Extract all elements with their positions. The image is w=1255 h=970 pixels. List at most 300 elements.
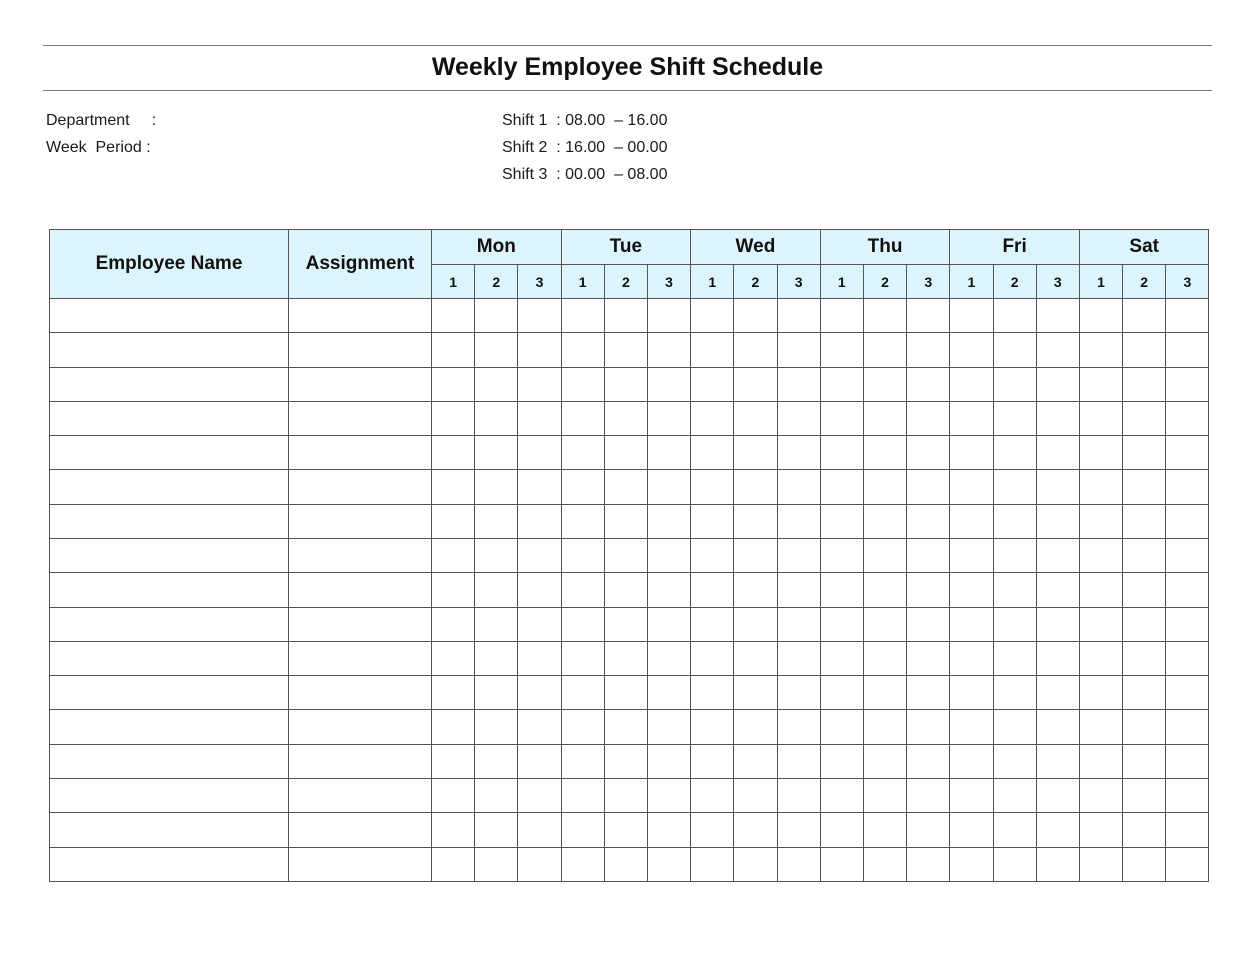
shift-cell[interactable] — [1123, 299, 1166, 333]
shift-cell[interactable] — [561, 436, 604, 470]
shift-cell[interactable] — [1123, 401, 1166, 435]
shift-cell[interactable] — [475, 641, 518, 675]
shift-cell[interactable] — [907, 538, 950, 572]
shift-cell[interactable] — [561, 299, 604, 333]
shift-cell[interactable] — [475, 401, 518, 435]
employee-name-cell[interactable] — [50, 778, 289, 812]
shift-cell[interactable] — [863, 401, 906, 435]
shift-cell[interactable] — [1166, 710, 1209, 744]
shift-cell[interactable] — [475, 367, 518, 401]
shift-cell[interactable] — [691, 607, 734, 641]
shift-cell[interactable] — [734, 401, 777, 435]
shift-cell[interactable] — [820, 470, 863, 504]
shift-cell[interactable] — [561, 676, 604, 710]
shift-cell[interactable] — [475, 470, 518, 504]
shift-cell[interactable] — [863, 367, 906, 401]
shift-cell[interactable] — [820, 676, 863, 710]
shift-cell[interactable] — [907, 641, 950, 675]
assignment-cell[interactable] — [289, 333, 432, 367]
assignment-cell[interactable] — [289, 813, 432, 847]
shift-cell[interactable] — [432, 470, 475, 504]
shift-cell[interactable] — [647, 367, 690, 401]
shift-cell[interactable] — [561, 710, 604, 744]
shift-cell[interactable] — [1166, 813, 1209, 847]
shift-cell[interactable] — [1166, 538, 1209, 572]
shift-cell[interactable] — [1079, 847, 1122, 882]
shift-cell[interactable] — [691, 538, 734, 572]
shift-cell[interactable] — [777, 778, 820, 812]
shift-cell[interactable] — [518, 778, 561, 812]
shift-cell[interactable] — [1036, 401, 1079, 435]
shift-cell[interactable] — [691, 676, 734, 710]
shift-cell[interactable] — [691, 299, 734, 333]
shift-cell[interactable] — [950, 333, 993, 367]
shift-cell[interactable] — [1079, 710, 1122, 744]
shift-cell[interactable] — [1036, 778, 1079, 812]
shift-cell[interactable] — [907, 813, 950, 847]
shift-cell[interactable] — [604, 504, 647, 538]
employee-name-cell[interactable] — [50, 367, 289, 401]
shift-cell[interactable] — [432, 676, 475, 710]
shift-cell[interactable] — [1123, 641, 1166, 675]
shift-cell[interactable] — [907, 504, 950, 538]
shift-cell[interactable] — [1123, 847, 1166, 882]
employee-name-cell[interactable] — [50, 538, 289, 572]
shift-cell[interactable] — [907, 607, 950, 641]
shift-cell[interactable] — [1166, 436, 1209, 470]
employee-name-cell[interactable] — [50, 573, 289, 607]
shift-cell[interactable] — [1036, 710, 1079, 744]
shift-cell[interactable] — [432, 299, 475, 333]
shift-cell[interactable] — [993, 333, 1036, 367]
shift-cell[interactable] — [1079, 573, 1122, 607]
shift-cell[interactable] — [1123, 333, 1166, 367]
shift-cell[interactable] — [647, 778, 690, 812]
shift-cell[interactable] — [647, 676, 690, 710]
shift-cell[interactable] — [647, 470, 690, 504]
shift-cell[interactable] — [1166, 299, 1209, 333]
shift-cell[interactable] — [518, 333, 561, 367]
employee-name-cell[interactable] — [50, 436, 289, 470]
shift-cell[interactable] — [475, 436, 518, 470]
shift-cell[interactable] — [647, 710, 690, 744]
shift-cell[interactable] — [518, 641, 561, 675]
shift-cell[interactable] — [1123, 813, 1166, 847]
shift-cell[interactable] — [950, 607, 993, 641]
shift-cell[interactable] — [1166, 676, 1209, 710]
assignment-cell[interactable] — [289, 607, 432, 641]
shift-cell[interactable] — [1036, 607, 1079, 641]
shift-cell[interactable] — [863, 710, 906, 744]
shift-cell[interactable] — [1079, 401, 1122, 435]
shift-cell[interactable] — [950, 641, 993, 675]
shift-cell[interactable] — [604, 813, 647, 847]
shift-cell[interactable] — [691, 367, 734, 401]
shift-cell[interactable] — [777, 676, 820, 710]
shift-cell[interactable] — [604, 676, 647, 710]
assignment-cell[interactable] — [289, 778, 432, 812]
shift-cell[interactable] — [1079, 813, 1122, 847]
shift-cell[interactable] — [518, 676, 561, 710]
shift-cell[interactable] — [518, 504, 561, 538]
shift-cell[interactable] — [863, 333, 906, 367]
assignment-cell[interactable] — [289, 299, 432, 333]
shift-cell[interactable] — [734, 847, 777, 882]
shift-cell[interactable] — [1079, 504, 1122, 538]
shift-cell[interactable] — [691, 436, 734, 470]
shift-cell[interactable] — [691, 710, 734, 744]
shift-cell[interactable] — [950, 538, 993, 572]
shift-cell[interactable] — [647, 299, 690, 333]
shift-cell[interactable] — [432, 504, 475, 538]
shift-cell[interactable] — [561, 813, 604, 847]
assignment-cell[interactable] — [289, 401, 432, 435]
shift-cell[interactable] — [907, 367, 950, 401]
shift-cell[interactable] — [777, 401, 820, 435]
shift-cell[interactable] — [734, 367, 777, 401]
shift-cell[interactable] — [432, 401, 475, 435]
shift-cell[interactable] — [863, 504, 906, 538]
shift-cell[interactable] — [1123, 676, 1166, 710]
shift-cell[interactable] — [518, 401, 561, 435]
shift-cell[interactable] — [950, 470, 993, 504]
shift-cell[interactable] — [907, 436, 950, 470]
employee-name-cell[interactable] — [50, 676, 289, 710]
shift-cell[interactable] — [475, 847, 518, 882]
shift-cell[interactable] — [1166, 778, 1209, 812]
assignment-cell[interactable] — [289, 744, 432, 778]
shift-cell[interactable] — [604, 847, 647, 882]
shift-cell[interactable] — [604, 367, 647, 401]
assignment-cell[interactable] — [289, 573, 432, 607]
shift-cell[interactable] — [1123, 367, 1166, 401]
shift-cell[interactable] — [475, 504, 518, 538]
shift-cell[interactable] — [734, 470, 777, 504]
shift-cell[interactable] — [432, 367, 475, 401]
shift-cell[interactable] — [777, 436, 820, 470]
shift-cell[interactable] — [1036, 573, 1079, 607]
shift-cell[interactable] — [1166, 744, 1209, 778]
shift-cell[interactable] — [604, 436, 647, 470]
shift-cell[interactable] — [777, 367, 820, 401]
shift-cell[interactable] — [604, 538, 647, 572]
shift-cell[interactable] — [993, 299, 1036, 333]
shift-cell[interactable] — [1036, 676, 1079, 710]
shift-cell[interactable] — [820, 710, 863, 744]
shift-cell[interactable] — [475, 299, 518, 333]
shift-cell[interactable] — [1123, 436, 1166, 470]
assignment-cell[interactable] — [289, 367, 432, 401]
shift-cell[interactable] — [518, 710, 561, 744]
shift-cell[interactable] — [993, 504, 1036, 538]
shift-cell[interactable] — [907, 401, 950, 435]
shift-cell[interactable] — [647, 641, 690, 675]
shift-cell[interactable] — [777, 607, 820, 641]
shift-cell[interactable] — [734, 333, 777, 367]
shift-cell[interactable] — [734, 436, 777, 470]
shift-cell[interactable] — [1123, 504, 1166, 538]
employee-name-cell[interactable] — [50, 847, 289, 882]
shift-cell[interactable] — [820, 299, 863, 333]
shift-cell[interactable] — [950, 676, 993, 710]
shift-cell[interactable] — [518, 367, 561, 401]
shift-cell[interactable] — [475, 813, 518, 847]
shift-cell[interactable] — [561, 641, 604, 675]
shift-cell[interactable] — [1079, 744, 1122, 778]
shift-cell[interactable] — [907, 744, 950, 778]
shift-cell[interactable] — [604, 333, 647, 367]
shift-cell[interactable] — [647, 504, 690, 538]
shift-cell[interactable] — [1036, 847, 1079, 882]
shift-cell[interactable] — [647, 538, 690, 572]
shift-cell[interactable] — [734, 744, 777, 778]
shift-cell[interactable] — [518, 813, 561, 847]
shift-cell[interactable] — [647, 813, 690, 847]
shift-cell[interactable] — [777, 710, 820, 744]
shift-cell[interactable] — [734, 504, 777, 538]
shift-cell[interactable] — [993, 710, 1036, 744]
shift-cell[interactable] — [432, 710, 475, 744]
shift-cell[interactable] — [691, 470, 734, 504]
shift-cell[interactable] — [475, 333, 518, 367]
shift-cell[interactable] — [1079, 299, 1122, 333]
shift-cell[interactable] — [604, 744, 647, 778]
shift-cell[interactable] — [734, 778, 777, 812]
shift-cell[interactable] — [863, 813, 906, 847]
shift-cell[interactable] — [950, 744, 993, 778]
shift-cell[interactable] — [1036, 299, 1079, 333]
shift-cell[interactable] — [820, 607, 863, 641]
shift-cell[interactable] — [604, 573, 647, 607]
shift-cell[interactable] — [907, 333, 950, 367]
shift-cell[interactable] — [691, 778, 734, 812]
shift-cell[interactable] — [561, 573, 604, 607]
shift-cell[interactable] — [691, 504, 734, 538]
shift-cell[interactable] — [863, 538, 906, 572]
shift-cell[interactable] — [475, 573, 518, 607]
shift-cell[interactable] — [907, 847, 950, 882]
shift-cell[interactable] — [475, 607, 518, 641]
shift-cell[interactable] — [777, 470, 820, 504]
shift-cell[interactable] — [647, 847, 690, 882]
shift-cell[interactable] — [518, 436, 561, 470]
shift-cell[interactable] — [863, 607, 906, 641]
shift-cell[interactable] — [647, 744, 690, 778]
shift-cell[interactable] — [820, 333, 863, 367]
shift-cell[interactable] — [907, 573, 950, 607]
shift-cell[interactable] — [475, 744, 518, 778]
shift-cell[interactable] — [518, 299, 561, 333]
shift-cell[interactable] — [1036, 436, 1079, 470]
shift-cell[interactable] — [950, 299, 993, 333]
shift-cell[interactable] — [820, 744, 863, 778]
shift-cell[interactable] — [950, 436, 993, 470]
assignment-cell[interactable] — [289, 710, 432, 744]
shift-cell[interactable] — [604, 401, 647, 435]
shift-cell[interactable] — [518, 538, 561, 572]
shift-cell[interactable] — [475, 538, 518, 572]
shift-cell[interactable] — [691, 573, 734, 607]
employee-name-cell[interactable] — [50, 299, 289, 333]
shift-cell[interactable] — [993, 470, 1036, 504]
shift-cell[interactable] — [518, 607, 561, 641]
shift-cell[interactable] — [518, 573, 561, 607]
employee-name-cell[interactable] — [50, 504, 289, 538]
shift-cell[interactable] — [950, 847, 993, 882]
shift-cell[interactable] — [950, 367, 993, 401]
assignment-cell[interactable] — [289, 538, 432, 572]
shift-cell[interactable] — [993, 847, 1036, 882]
shift-cell[interactable] — [734, 573, 777, 607]
shift-cell[interactable] — [561, 744, 604, 778]
shift-cell[interactable] — [777, 573, 820, 607]
shift-cell[interactable] — [1079, 641, 1122, 675]
shift-cell[interactable] — [734, 676, 777, 710]
shift-cell[interactable] — [691, 401, 734, 435]
shift-cell[interactable] — [647, 333, 690, 367]
shift-cell[interactable] — [1166, 573, 1209, 607]
shift-cell[interactable] — [1123, 607, 1166, 641]
employee-name-cell[interactable] — [50, 641, 289, 675]
shift-cell[interactable] — [1166, 847, 1209, 882]
shift-cell[interactable] — [475, 676, 518, 710]
shift-cell[interactable] — [907, 710, 950, 744]
employee-name-cell[interactable] — [50, 401, 289, 435]
employee-name-cell[interactable] — [50, 607, 289, 641]
employee-name-cell[interactable] — [50, 813, 289, 847]
shift-cell[interactable] — [863, 676, 906, 710]
shift-cell[interactable] — [863, 778, 906, 812]
shift-cell[interactable] — [993, 813, 1036, 847]
shift-cell[interactable] — [863, 744, 906, 778]
shift-cell[interactable] — [993, 641, 1036, 675]
shift-cell[interactable] — [777, 813, 820, 847]
shift-cell[interactable] — [1123, 470, 1166, 504]
shift-cell[interactable] — [777, 744, 820, 778]
shift-cell[interactable] — [475, 778, 518, 812]
shift-cell[interactable] — [820, 401, 863, 435]
employee-name-cell[interactable] — [50, 710, 289, 744]
shift-cell[interactable] — [647, 573, 690, 607]
shift-cell[interactable] — [820, 573, 863, 607]
shift-cell[interactable] — [561, 367, 604, 401]
shift-cell[interactable] — [907, 676, 950, 710]
shift-cell[interactable] — [1166, 607, 1209, 641]
shift-cell[interactable] — [561, 847, 604, 882]
shift-cell[interactable] — [993, 778, 1036, 812]
shift-cell[interactable] — [863, 641, 906, 675]
shift-cell[interactable] — [734, 607, 777, 641]
shift-cell[interactable] — [1123, 710, 1166, 744]
shift-cell[interactable] — [734, 813, 777, 847]
shift-cell[interactable] — [907, 778, 950, 812]
shift-cell[interactable] — [691, 641, 734, 675]
shift-cell[interactable] — [647, 607, 690, 641]
shift-cell[interactable] — [604, 641, 647, 675]
shift-cell[interactable] — [1079, 436, 1122, 470]
shift-cell[interactable] — [993, 401, 1036, 435]
shift-cell[interactable] — [1036, 504, 1079, 538]
assignment-cell[interactable] — [289, 641, 432, 675]
shift-cell[interactable] — [1036, 470, 1079, 504]
shift-cell[interactable] — [993, 538, 1036, 572]
shift-cell[interactable] — [993, 676, 1036, 710]
shift-cell[interactable] — [734, 538, 777, 572]
shift-cell[interactable] — [863, 470, 906, 504]
shift-cell[interactable] — [691, 813, 734, 847]
shift-cell[interactable] — [950, 573, 993, 607]
employee-name-cell[interactable] — [50, 333, 289, 367]
shift-cell[interactable] — [1036, 333, 1079, 367]
shift-cell[interactable] — [1166, 504, 1209, 538]
shift-cell[interactable] — [863, 573, 906, 607]
shift-cell[interactable] — [1036, 813, 1079, 847]
shift-cell[interactable] — [561, 538, 604, 572]
shift-cell[interactable] — [518, 470, 561, 504]
shift-cell[interactable] — [561, 470, 604, 504]
shift-cell[interactable] — [432, 641, 475, 675]
shift-cell[interactable] — [604, 607, 647, 641]
shift-cell[interactable] — [1079, 470, 1122, 504]
shift-cell[interactable] — [993, 744, 1036, 778]
shift-cell[interactable] — [1123, 573, 1166, 607]
shift-cell[interactable] — [1079, 367, 1122, 401]
shift-cell[interactable] — [1079, 607, 1122, 641]
employee-name-cell[interactable] — [50, 744, 289, 778]
shift-cell[interactable] — [820, 538, 863, 572]
shift-cell[interactable] — [561, 401, 604, 435]
shift-cell[interactable] — [950, 504, 993, 538]
shift-cell[interactable] — [432, 573, 475, 607]
shift-cell[interactable] — [1166, 367, 1209, 401]
shift-cell[interactable] — [993, 367, 1036, 401]
shift-cell[interactable] — [1166, 333, 1209, 367]
shift-cell[interactable] — [432, 436, 475, 470]
shift-cell[interactable] — [432, 607, 475, 641]
shift-cell[interactable] — [777, 333, 820, 367]
shift-cell[interactable] — [820, 367, 863, 401]
shift-cell[interactable] — [1166, 401, 1209, 435]
shift-cell[interactable] — [734, 641, 777, 675]
shift-cell[interactable] — [1166, 470, 1209, 504]
shift-cell[interactable] — [432, 778, 475, 812]
assignment-cell[interactable] — [289, 676, 432, 710]
shift-cell[interactable] — [820, 641, 863, 675]
shift-cell[interactable] — [993, 573, 1036, 607]
shift-cell[interactable] — [820, 436, 863, 470]
shift-cell[interactable] — [1036, 744, 1079, 778]
shift-cell[interactable] — [561, 607, 604, 641]
shift-cell[interactable] — [950, 813, 993, 847]
shift-cell[interactable] — [820, 813, 863, 847]
shift-cell[interactable] — [691, 847, 734, 882]
shift-cell[interactable] — [863, 299, 906, 333]
shift-cell[interactable] — [950, 401, 993, 435]
shift-cell[interactable] — [820, 504, 863, 538]
shift-cell[interactable] — [604, 299, 647, 333]
shift-cell[interactable] — [432, 333, 475, 367]
shift-cell[interactable] — [561, 778, 604, 812]
shift-cell[interactable] — [432, 847, 475, 882]
shift-cell[interactable] — [432, 813, 475, 847]
assignment-cell[interactable] — [289, 470, 432, 504]
shift-cell[interactable] — [1079, 538, 1122, 572]
shift-cell[interactable] — [432, 744, 475, 778]
shift-cell[interactable] — [691, 744, 734, 778]
shift-cell[interactable] — [647, 436, 690, 470]
shift-cell[interactable] — [777, 504, 820, 538]
shift-cell[interactable] — [950, 778, 993, 812]
